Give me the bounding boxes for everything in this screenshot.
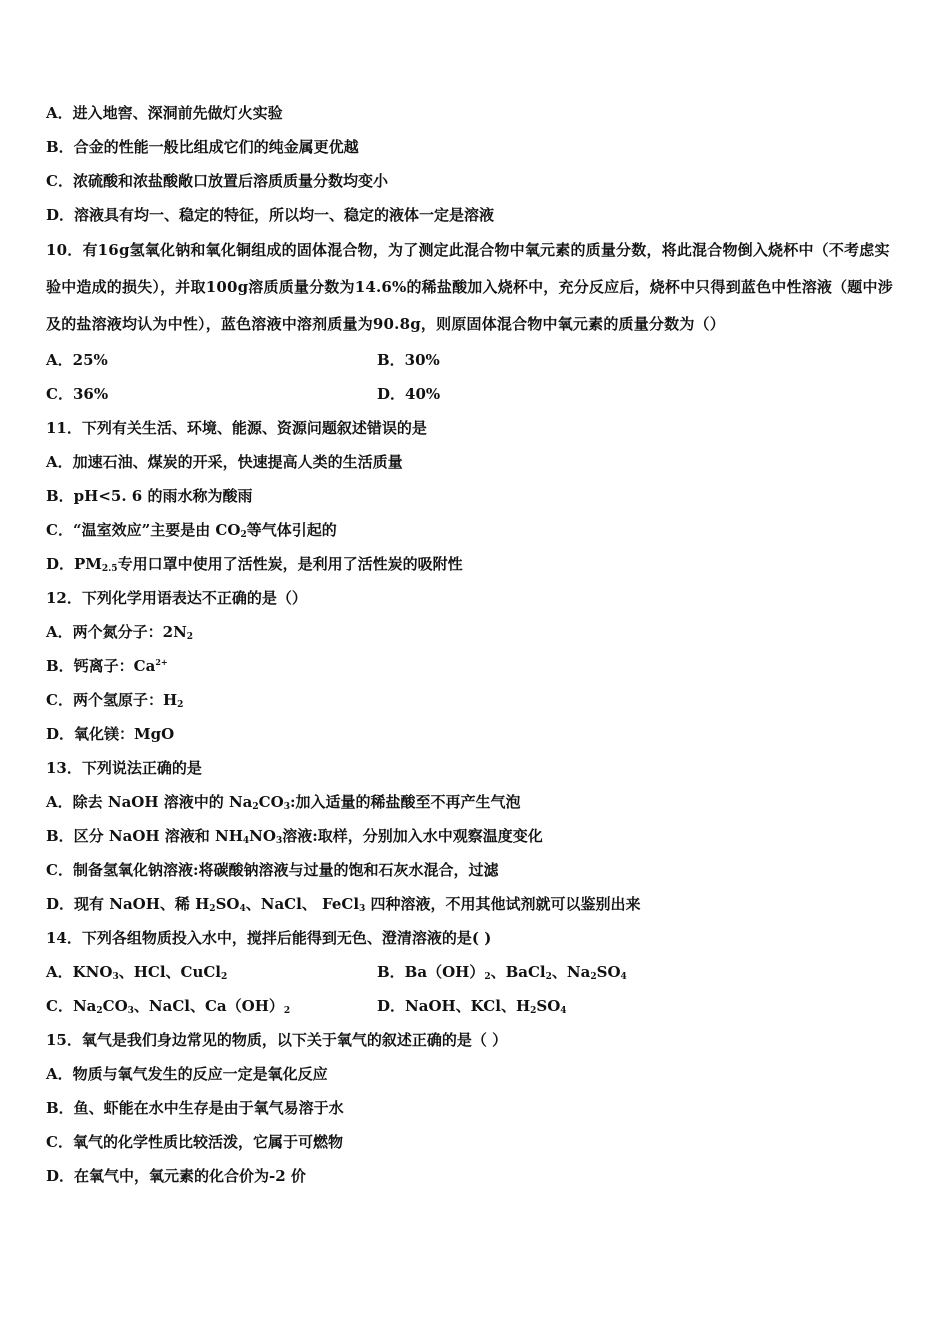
exam-page: [46, 96, 896, 1193]
q13-stem: 13．下列说法正确的是: [46, 759, 202, 777]
q9-option-d: D．溶液具有均一、稳定的特征，所以均一、稳定的液体一定是溶液: [46, 206, 495, 224]
q10-stem: 10．有16g氢氧化钠和氧化铜组成的固体混合物，为了测定此混合物中氧元素的质量分数，将此混合物倒入烧杯中（不考虑实验中造成的损失），并取100g溶质质量分数为14.6%的稀盐酸加入烧杯中，充分反应后，烧杯中只得到蓝色中性溶液（题中涉及的盐溶液均认为中性），蓝色溶液中溶剂质量为90.8g，则原固体混合物中氧元素的质量分数为（）: [46, 241, 893, 333]
q12-option-b: B．钙离子：$Ca^{2+}$: [46, 657, 168, 675]
q9-option-b: B．合金的性能一般比组成它们的纯金属更优越: [46, 138, 359, 156]
q15-option-c: C．氧气的化学性质比较活泼，它属于可燃物: [46, 1133, 343, 1151]
q10-option-d: D．40%: [377, 385, 441, 403]
q12-option-a: A．两个氮分子：$2N_2$: [46, 623, 194, 642]
q9-option-a: A．进入地窖、深洞前先做灯火实验: [46, 104, 283, 122]
q9-option-c: C．浓硫酸和浓盐酸敞口放置后溶质质量分数均变小: [46, 172, 388, 190]
q12-option-d: D．氧化镁：MgO: [46, 725, 175, 743]
q13-option-c: C．制备氢氧化钠溶液:将碳酸钠溶液与过量的饱和石灰水混合，过滤: [46, 861, 499, 879]
q15-option-b: B．鱼、虾能在水中生存是由于氧气易溶于水: [46, 1099, 344, 1117]
q13-option-d: D．现有 NaOH、稀 $H_2SO_4$、NaCl、 FeCl$_3$ 四种溶液，不用其他试剂就可以鉴别出来: [46, 895, 641, 914]
q12-option-c: C．两个氢原子：$H_2$: [46, 691, 184, 710]
q11-option-d: D．$PM_{2.5}$专用口罩中使用了活性炭，是利用了活性炭的吸附性: [46, 555, 463, 574]
q14-option-c: C．$Na_2CO_3$、NaCl、$Ca(OH)_2$: [46, 997, 291, 1016]
q14-option-b: B．$Ba(OH)_2$、BaCl$_2$、$Na_2SO_4$: [377, 963, 627, 982]
q13-option-b: B．区分 NaOH 溶液和 $NH_4NO_3$溶液:取样，分别加入水中观察温度变化: [46, 827, 543, 846]
q11-option-b: B．pH<5. 6 的雨水称为酸雨: [46, 487, 253, 505]
q14-options-row-1: [46, 955, 896, 989]
q11-stem: 11．下列有关生活、环境、能源、资源问题叙述错误的是: [46, 419, 427, 437]
q14-option-d: D．NaOH、KCl、$H_2SO_4$: [377, 997, 567, 1016]
q10-option-b: B．30%: [377, 351, 440, 369]
q10-options-row-1: [46, 343, 896, 377]
q12-stem: 12．下列化学用语表达不正确的是（）: [46, 589, 307, 607]
q10-options-row-2: [46, 377, 896, 411]
q14-options-row-2: [46, 989, 896, 1023]
q15-stem: 15．氧气是我们身边常见的物质，以下关于氧气的叙述正确的是（ ）: [46, 1031, 508, 1049]
q14-option-a: A．$KNO_3$、HCl、CuCl$_2$: [46, 963, 228, 982]
q15-option-d: D．在氧气中，氧元素的化合价为-2 价: [46, 1167, 306, 1185]
q14-stem: 14．下列各组物质投入水中，搅拌后能得到无色、澄清溶液的是( ): [46, 929, 492, 947]
q13-option-a: A．除去 NaOH 溶液中的 $Na_2CO_3$:加入适量的稀盐酸至不再产生气泡: [46, 793, 521, 812]
q10-option-a: A．25%: [46, 351, 108, 369]
q11-option-a: A．加速石油、煤炭的开采，快速提高人类的生活质量: [46, 453, 403, 471]
q11-option-c: C．“温室效应”主要是由 $CO_2$等气体引起的: [46, 521, 337, 540]
q15-option-a: A．物质与氧气发生的反应一定是氧化反应: [46, 1065, 328, 1083]
q10-option-c: C．36%: [46, 385, 109, 403]
